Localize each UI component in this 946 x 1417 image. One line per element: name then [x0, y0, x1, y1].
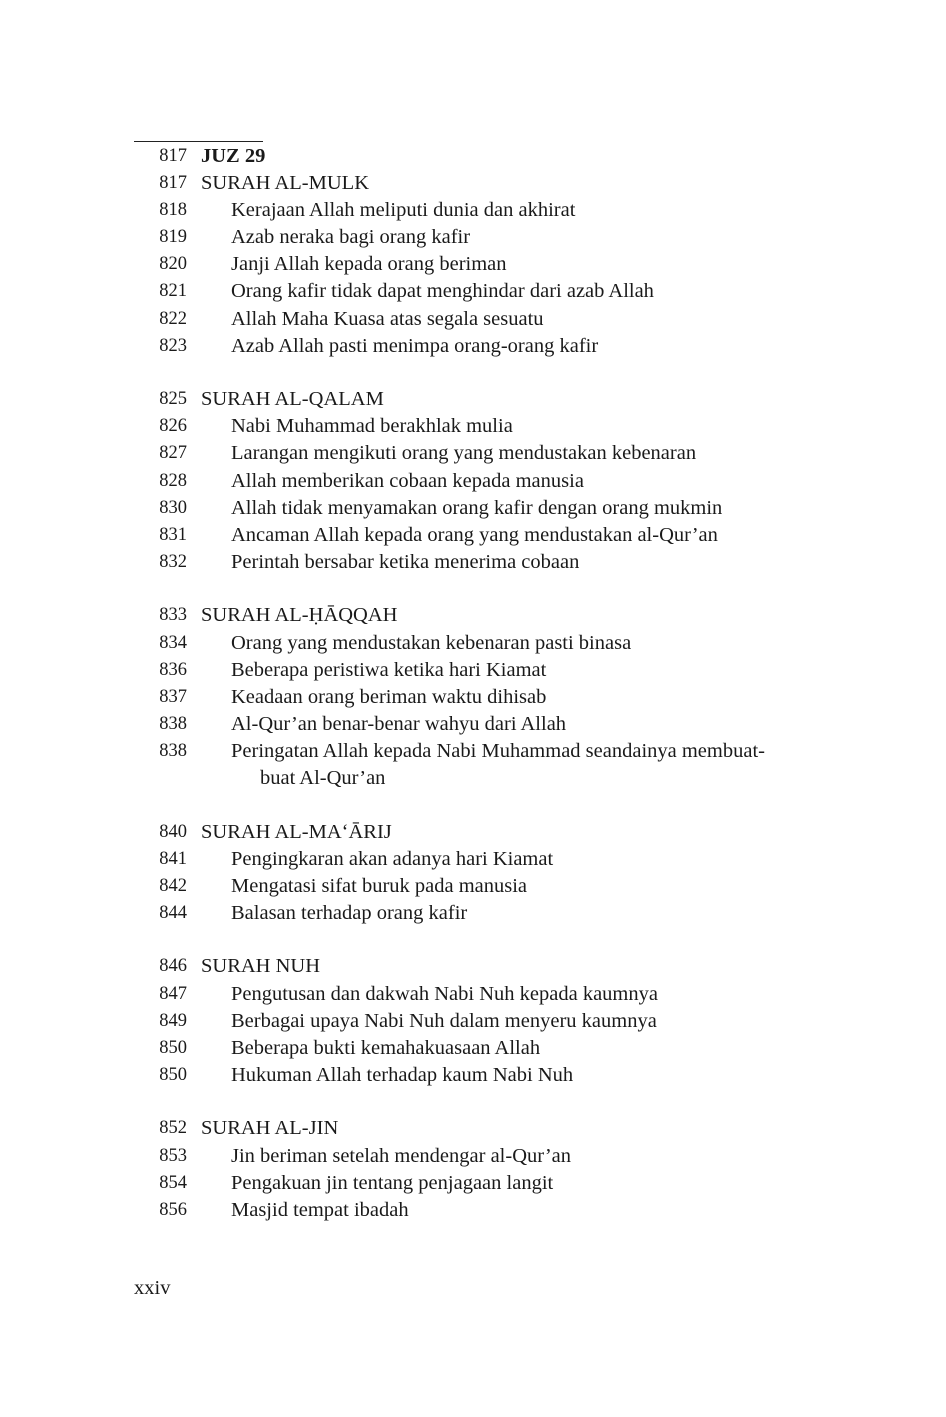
surah-heading	[134, 819, 834, 846]
toc-entry	[134, 738, 834, 792]
surah-page-number: 840	[159, 821, 187, 842]
surah-page-number: 846	[159, 956, 187, 977]
surah-title: SURAH AL-JIN	[201, 1117, 339, 1140]
juz-page-number: 817	[159, 146, 187, 166]
toc-entry	[134, 981, 834, 1008]
entry-text: Allah tidak menyamakan orang kafir dengan orang mukmin	[231, 496, 723, 519]
surah-heading	[134, 386, 834, 413]
entry-text: Allah memberikan cobaan kepada manusia	[231, 469, 584, 492]
entry-text: Larangan mengikuti orang yang mendustakan kebenaran	[231, 442, 697, 465]
entry-text: Kerajaan Allah meliputi dunia dan akhirat	[231, 199, 576, 222]
entry-page-number: 823	[159, 335, 187, 356]
toc-entry	[134, 278, 834, 305]
entry-page-number: 820	[159, 254, 187, 275]
entry-page-number: 853	[159, 1145, 187, 1166]
entry-text: Pengutusan dan dakwah Nabi Nuh kepada kaumnya	[231, 982, 658, 1005]
toc-entry	[134, 684, 834, 711]
toc-entry	[134, 1062, 834, 1089]
toc-entry	[134, 873, 834, 900]
entry-text-continuation: buat Al-Qur’an	[260, 766, 386, 789]
entry-text: Allah Maha Kuasa atas segala sesuatu	[231, 307, 544, 330]
entry-page-number: 841	[159, 848, 187, 869]
toc-entry	[134, 333, 834, 360]
section-gap	[134, 927, 834, 954]
entry-page-number: 850	[159, 1064, 187, 1085]
entry-text: Keadaan orang beriman waktu dihisab	[231, 685, 547, 708]
surah-title: SURAH AL-QALAM	[201, 388, 384, 411]
entry-page-number: 827	[159, 443, 187, 464]
entry-page-number: 838	[159, 713, 187, 734]
entry-page-number: 819	[159, 227, 187, 248]
entry-page-number: 854	[159, 1172, 187, 1193]
entry-page-number: 837	[159, 686, 187, 707]
section-gap	[134, 360, 834, 387]
toc-entry	[134, 224, 834, 251]
surah-title: SURAH AL-MULK	[201, 172, 369, 195]
surah-title: SURAH AL-ḤĀQQAH	[201, 604, 398, 627]
surah-heading	[134, 953, 834, 980]
entry-text: Pengakuan jin tentang penjagaan langit	[231, 1171, 554, 1194]
entry-page-number: 847	[159, 983, 187, 1004]
entry-page-number: 834	[159, 632, 187, 653]
entry-text: Janji Allah kepada orang beriman	[231, 253, 507, 276]
toc-entry	[134, 413, 834, 440]
entry-page-number: 831	[159, 524, 187, 545]
entry-page-number: 850	[159, 1037, 187, 1058]
toc-entry	[134, 1008, 834, 1035]
entry-text: Al-Qur’an benar-benar wahyu dari Allah	[231, 712, 567, 735]
entry-text: Azab neraka bagi orang kafir	[231, 226, 471, 249]
entry-text: Ancaman Allah kepada orang yang mendustakan al-Qur’an	[231, 523, 718, 546]
entry-text: Perintah bersabar ketika menerima cobaan	[231, 550, 580, 573]
entry-page-number: 828	[159, 470, 187, 491]
entry-page-number: 836	[159, 659, 187, 680]
toc-entry	[134, 306, 834, 333]
entry-page-number: 832	[159, 551, 187, 572]
entry-text: Mengatasi sifat buruk pada manusia	[231, 874, 528, 897]
entry-page-number: 818	[159, 200, 187, 221]
entry-page-number: 830	[159, 497, 187, 518]
top-rule	[134, 141, 263, 142]
entry-text: Beberapa peristiwa ketika hari Kiamat	[231, 658, 547, 681]
surah-page-number: 833	[159, 605, 187, 626]
entry-page-number: 849	[159, 1010, 187, 1031]
section-gap	[134, 576, 834, 603]
toc-entry	[134, 522, 834, 549]
surah-title: SURAH NUH	[201, 955, 321, 978]
toc-entry	[134, 1035, 834, 1062]
toc-entry	[134, 440, 834, 467]
toc-entry	[134, 657, 834, 684]
entry-text: Orang kafir tidak dapat menghindar dari azab Allah	[231, 280, 654, 303]
toc-entry	[134, 711, 834, 738]
surah-page-number: 817	[159, 173, 187, 194]
entry-text: Jin beriman setelah mendengar al-Qur’an	[231, 1144, 572, 1167]
entry-text: Nabi Muhammad berakhlak mulia	[231, 415, 513, 438]
entry-text: Azab Allah pasti menimpa orang-orang kafir	[231, 334, 599, 357]
entry-page-number: 844	[159, 902, 187, 923]
juz-heading	[134, 143, 834, 170]
toc-entry	[134, 197, 834, 224]
toc-entry	[134, 1197, 834, 1224]
entry-page-number: 838	[159, 740, 187, 761]
surah-heading	[134, 602, 834, 629]
entry-text: Orang yang mendustakan kebenaran pasti binasa	[231, 631, 632, 654]
toc-entry	[134, 630, 834, 657]
surah-page-number: 825	[159, 389, 187, 410]
entry-text: Pengingkaran akan adanya hari Kiamat	[231, 847, 554, 870]
entry-page-number: 821	[159, 281, 187, 302]
entry-text: Masjid tempat ibadah	[231, 1198, 409, 1221]
entry-text: Berbagai upaya Nabi Nuh dalam menyeru kaumnya	[231, 1009, 657, 1032]
section-gap	[134, 792, 834, 819]
entry-page-number: 826	[159, 416, 187, 437]
table-of-contents	[134, 143, 834, 1224]
toc-entry	[134, 1170, 834, 1197]
entry-text: Peringatan Allah kepada Nabi Muhammad seandainya membuat-	[231, 739, 765, 762]
toc-entry	[134, 549, 834, 576]
entry-page-number: 842	[159, 875, 187, 896]
entry-page-number: 856	[159, 1199, 187, 1220]
toc-entry	[134, 900, 834, 927]
page-folio: xxiv	[134, 1277, 171, 1299]
surah-heading	[134, 170, 834, 197]
entry-page-number: 822	[159, 308, 187, 329]
toc-entry	[134, 468, 834, 495]
toc-entry	[134, 1143, 834, 1170]
entry-text: Hukuman Allah terhadap kaum Nabi Nuh	[231, 1063, 574, 1086]
juz-title: JUZ 29	[201, 145, 266, 167]
entry-text: Balasan terhadap orang kafir	[231, 901, 468, 924]
toc-entry	[134, 495, 834, 522]
surah-title: SURAH AL-MAʻĀRIJ	[201, 820, 392, 843]
section-gap	[134, 1089, 834, 1116]
toc-entry	[134, 846, 834, 873]
surah-heading	[134, 1115, 834, 1142]
entry-text: Beberapa bukti kemahakuasaan Allah	[231, 1036, 541, 1059]
toc-entry	[134, 251, 834, 278]
surah-page-number: 852	[159, 1118, 187, 1139]
